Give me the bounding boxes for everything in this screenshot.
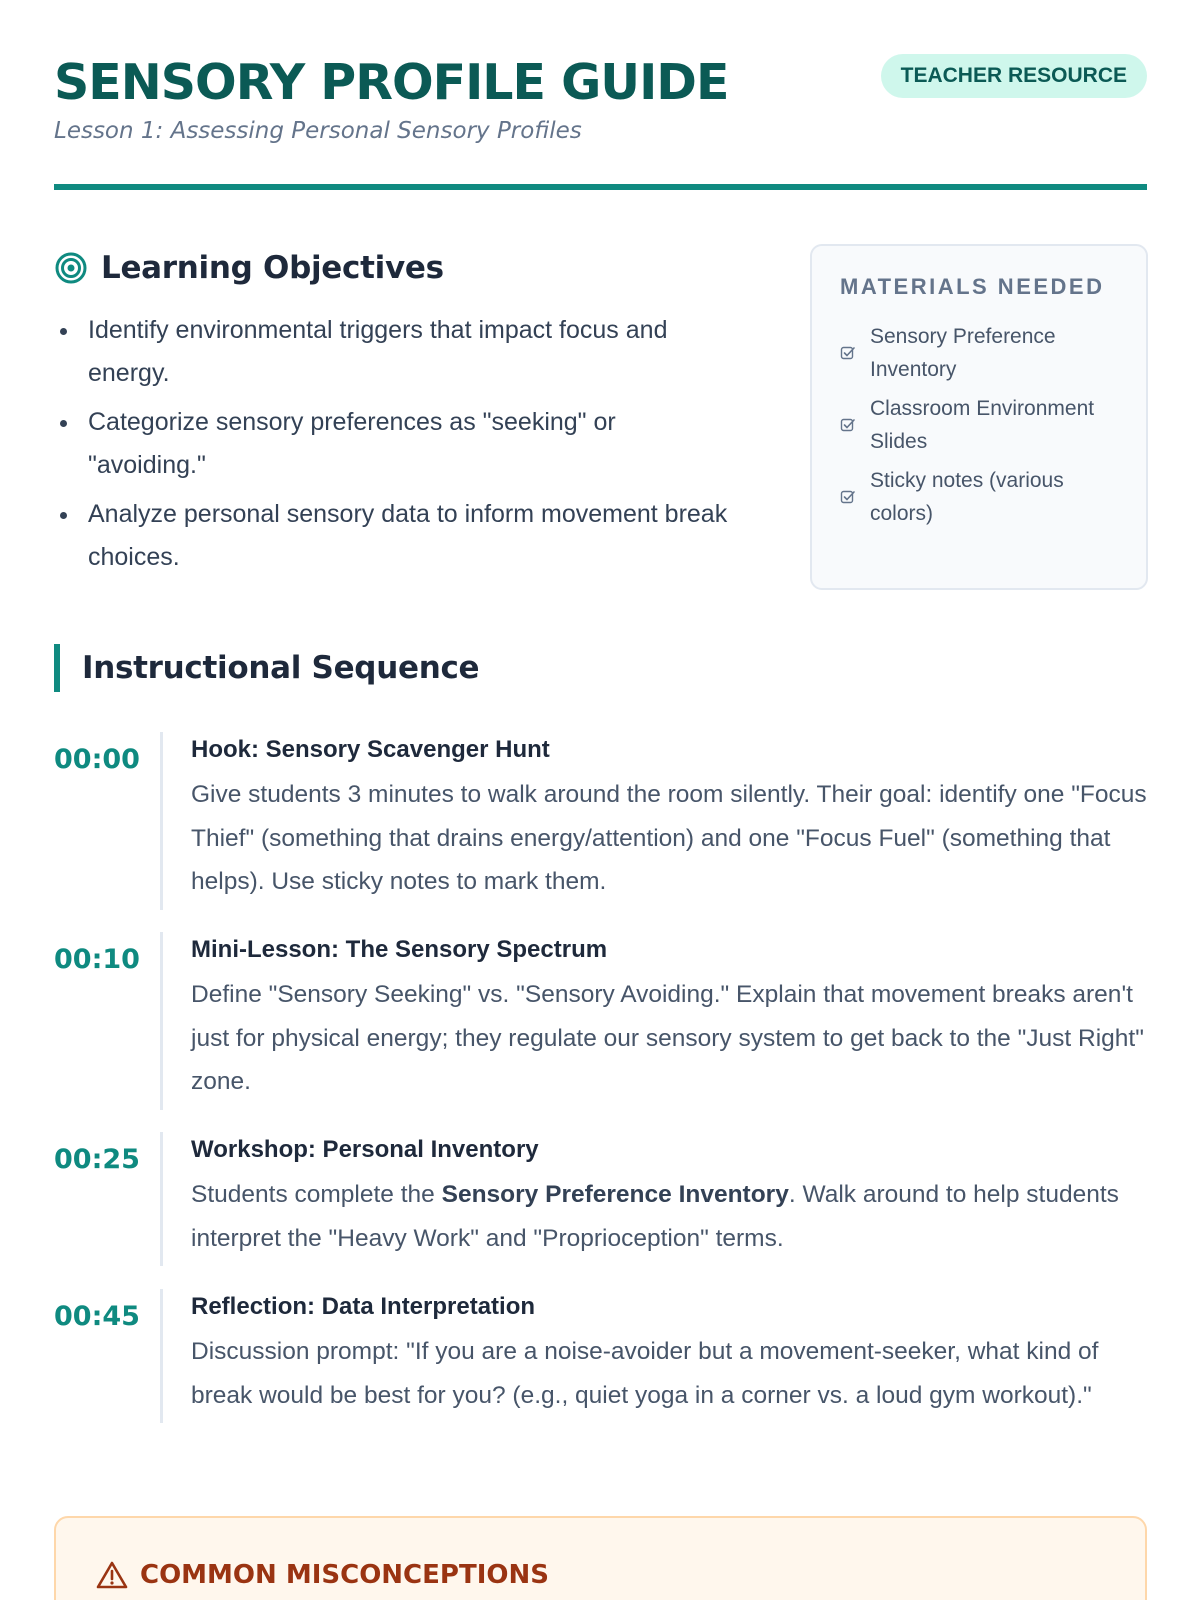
step-time: 00:10: [54, 944, 140, 975]
objectives-title: Learning Objectives: [101, 250, 444, 286]
step-description-text: . Walk around to help students interpret the "Heavy Work" and "Proprioception" terms.: [191, 1181, 1119, 1252]
step-body: [160, 732, 1147, 910]
step-description: [191, 1173, 1147, 1260]
material-item: [840, 320, 1122, 386]
objective-item: Identify environmental triggers that impact focus and energy.: [54, 309, 734, 395]
step-description: Discussion prompt: "If you are a noise-avoider but a movement-seeker, what kind of break would be best for you? (e.g., quiet yoga in a corner vs. a loud gym workout).": [191, 1338, 1099, 1409]
learning-objectives-section: [54, 246, 734, 585]
step-body: [160, 932, 1147, 1110]
material-item: [840, 392, 1122, 458]
sequence-heading: [54, 644, 479, 692]
material-label: Sensory Preference Inventory: [870, 325, 1056, 381]
checkbox-icon: [840, 489, 856, 505]
step-time: 00:45: [54, 1301, 140, 1332]
checkbox-icon: [840, 345, 856, 361]
objective-item: Analyze personal sensory data to inform movement break choices.: [54, 493, 734, 579]
target-icon: [54, 251, 88, 285]
step-title: Hook: Sensory Scavenger Hunt: [191, 736, 550, 763]
sequence-title: Instructional Sequence: [82, 650, 480, 686]
inventory-emphasis: Sensory Preference Inventory: [441, 1181, 789, 1208]
page-header: [54, 52, 1147, 192]
step-body: [160, 1289, 1147, 1423]
misconceptions-title: COMMON MISCONCEPTIONS: [140, 1560, 549, 1590]
step-description: Define "Sensory Seeking" vs. "Sensory Avoiding." Explain that movement breaks aren't just for physical energy; they regulate our sensory system to get back to the "Just Right" zone.: [191, 981, 1144, 1095]
objective-item: Categorize sensory preferences as "seeking" or "avoiding.": [54, 401, 734, 487]
page-subtitle: Lesson 1: Assessing Personal Sensory Profiles: [54, 118, 582, 144]
misconceptions-card: [54, 1516, 1147, 1600]
objectives-heading: [54, 246, 734, 290]
material-label: Sticky notes (various colors): [870, 469, 1064, 525]
checkbox-icon: [840, 417, 856, 433]
resource-badge: TEACHER RESOURCE: [881, 54, 1147, 98]
step-description-text: Students complete the: [191, 1181, 442, 1208]
warning-icon: [96, 1560, 128, 1590]
material-item: [840, 464, 1122, 530]
objectives-list: [54, 309, 734, 579]
step-description: Give students 3 minutes to walk around the room silently. Their goal: identify one "Focus Thief" (something that drains energy/attention) and one "Focus Fuel" (something that helps). Use sticky notes to mark them.: [191, 781, 1147, 895]
material-label: Classroom Environment Slides: [870, 397, 1095, 453]
step-time: 00:25: [54, 1144, 140, 1175]
step-title: Reflection: Data Interpretation: [191, 1293, 536, 1320]
step-time: 00:00: [54, 744, 140, 775]
step-title: Mini-Lesson: The Sensory Spectrum: [191, 936, 608, 963]
step-title: Workshop: Personal Inventory: [191, 1136, 539, 1163]
materials-list: [840, 320, 1122, 530]
materials-card: [810, 244, 1148, 590]
materials-title: MATERIALS NEEDED: [840, 274, 1105, 299]
step-body: [160, 1132, 1147, 1266]
header-divider: [54, 184, 1147, 190]
misconceptions-heading: [96, 1560, 549, 1590]
page-title: SENSORY PROFILE GUIDE: [54, 54, 729, 111]
